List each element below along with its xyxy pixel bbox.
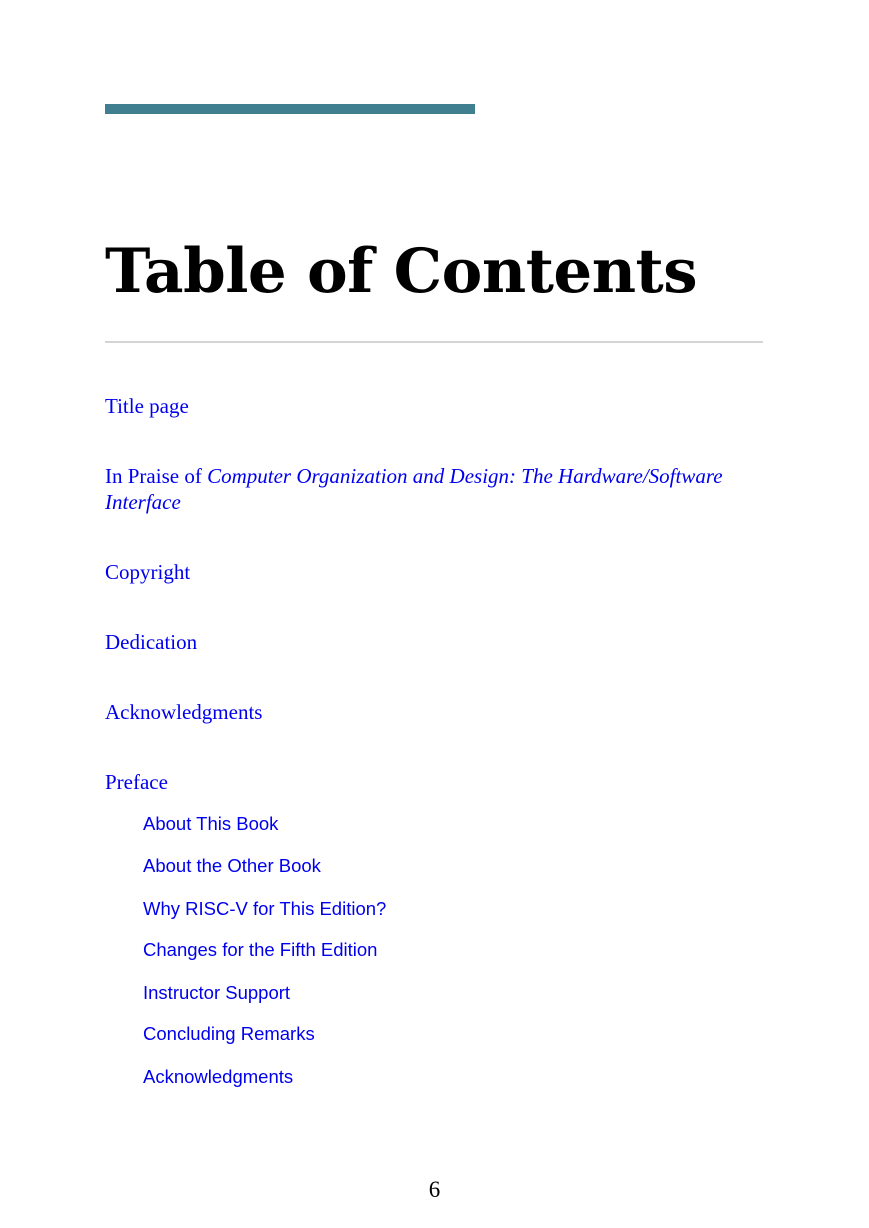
toc-link-preface[interactable]: Preface — [105, 770, 168, 794]
toc-link-in-praise-book-title: Computer Organization and Design: The Hardware/Software Interface — [105, 464, 723, 514]
toc-sublink-why-risc-v[interactable]: Why RISC-V for This Edition? — [143, 898, 387, 919]
toc-sublink-instructor-support[interactable]: Instructor Support — [143, 982, 291, 1003]
toc-sublink-about-this-book[interactable]: About This Book — [143, 813, 279, 834]
toc-link-dedication[interactable]: Dedication — [105, 630, 198, 654]
toc-sublink-changes-fifth-edition[interactable]: Changes for the Fifth Edition — [143, 939, 378, 960]
toc-link-in-praise-prefix: In Praise of — [105, 464, 208, 488]
toc-link-title-page[interactable]: Title page — [105, 394, 189, 418]
page-number: 6 — [428, 1177, 441, 1202]
page-title: Table of Contents — [105, 236, 698, 307]
toc-sublink-concluding-remarks[interactable]: Concluding Remarks — [143, 1023, 315, 1044]
toc-sublink-acknowledgments[interactable]: Acknowledgments — [143, 1066, 294, 1087]
toc-sublink-about-the-other-book[interactable]: About the Other Book — [143, 855, 321, 876]
toc-link-in-praise[interactable] — [105, 463, 765, 515]
toc-link-acknowledgments[interactable]: Acknowledgments — [105, 700, 263, 724]
decorative-accent-bar — [105, 104, 475, 114]
toc-link-copyright[interactable]: Copyright — [105, 560, 191, 584]
title-divider — [105, 341, 763, 343]
